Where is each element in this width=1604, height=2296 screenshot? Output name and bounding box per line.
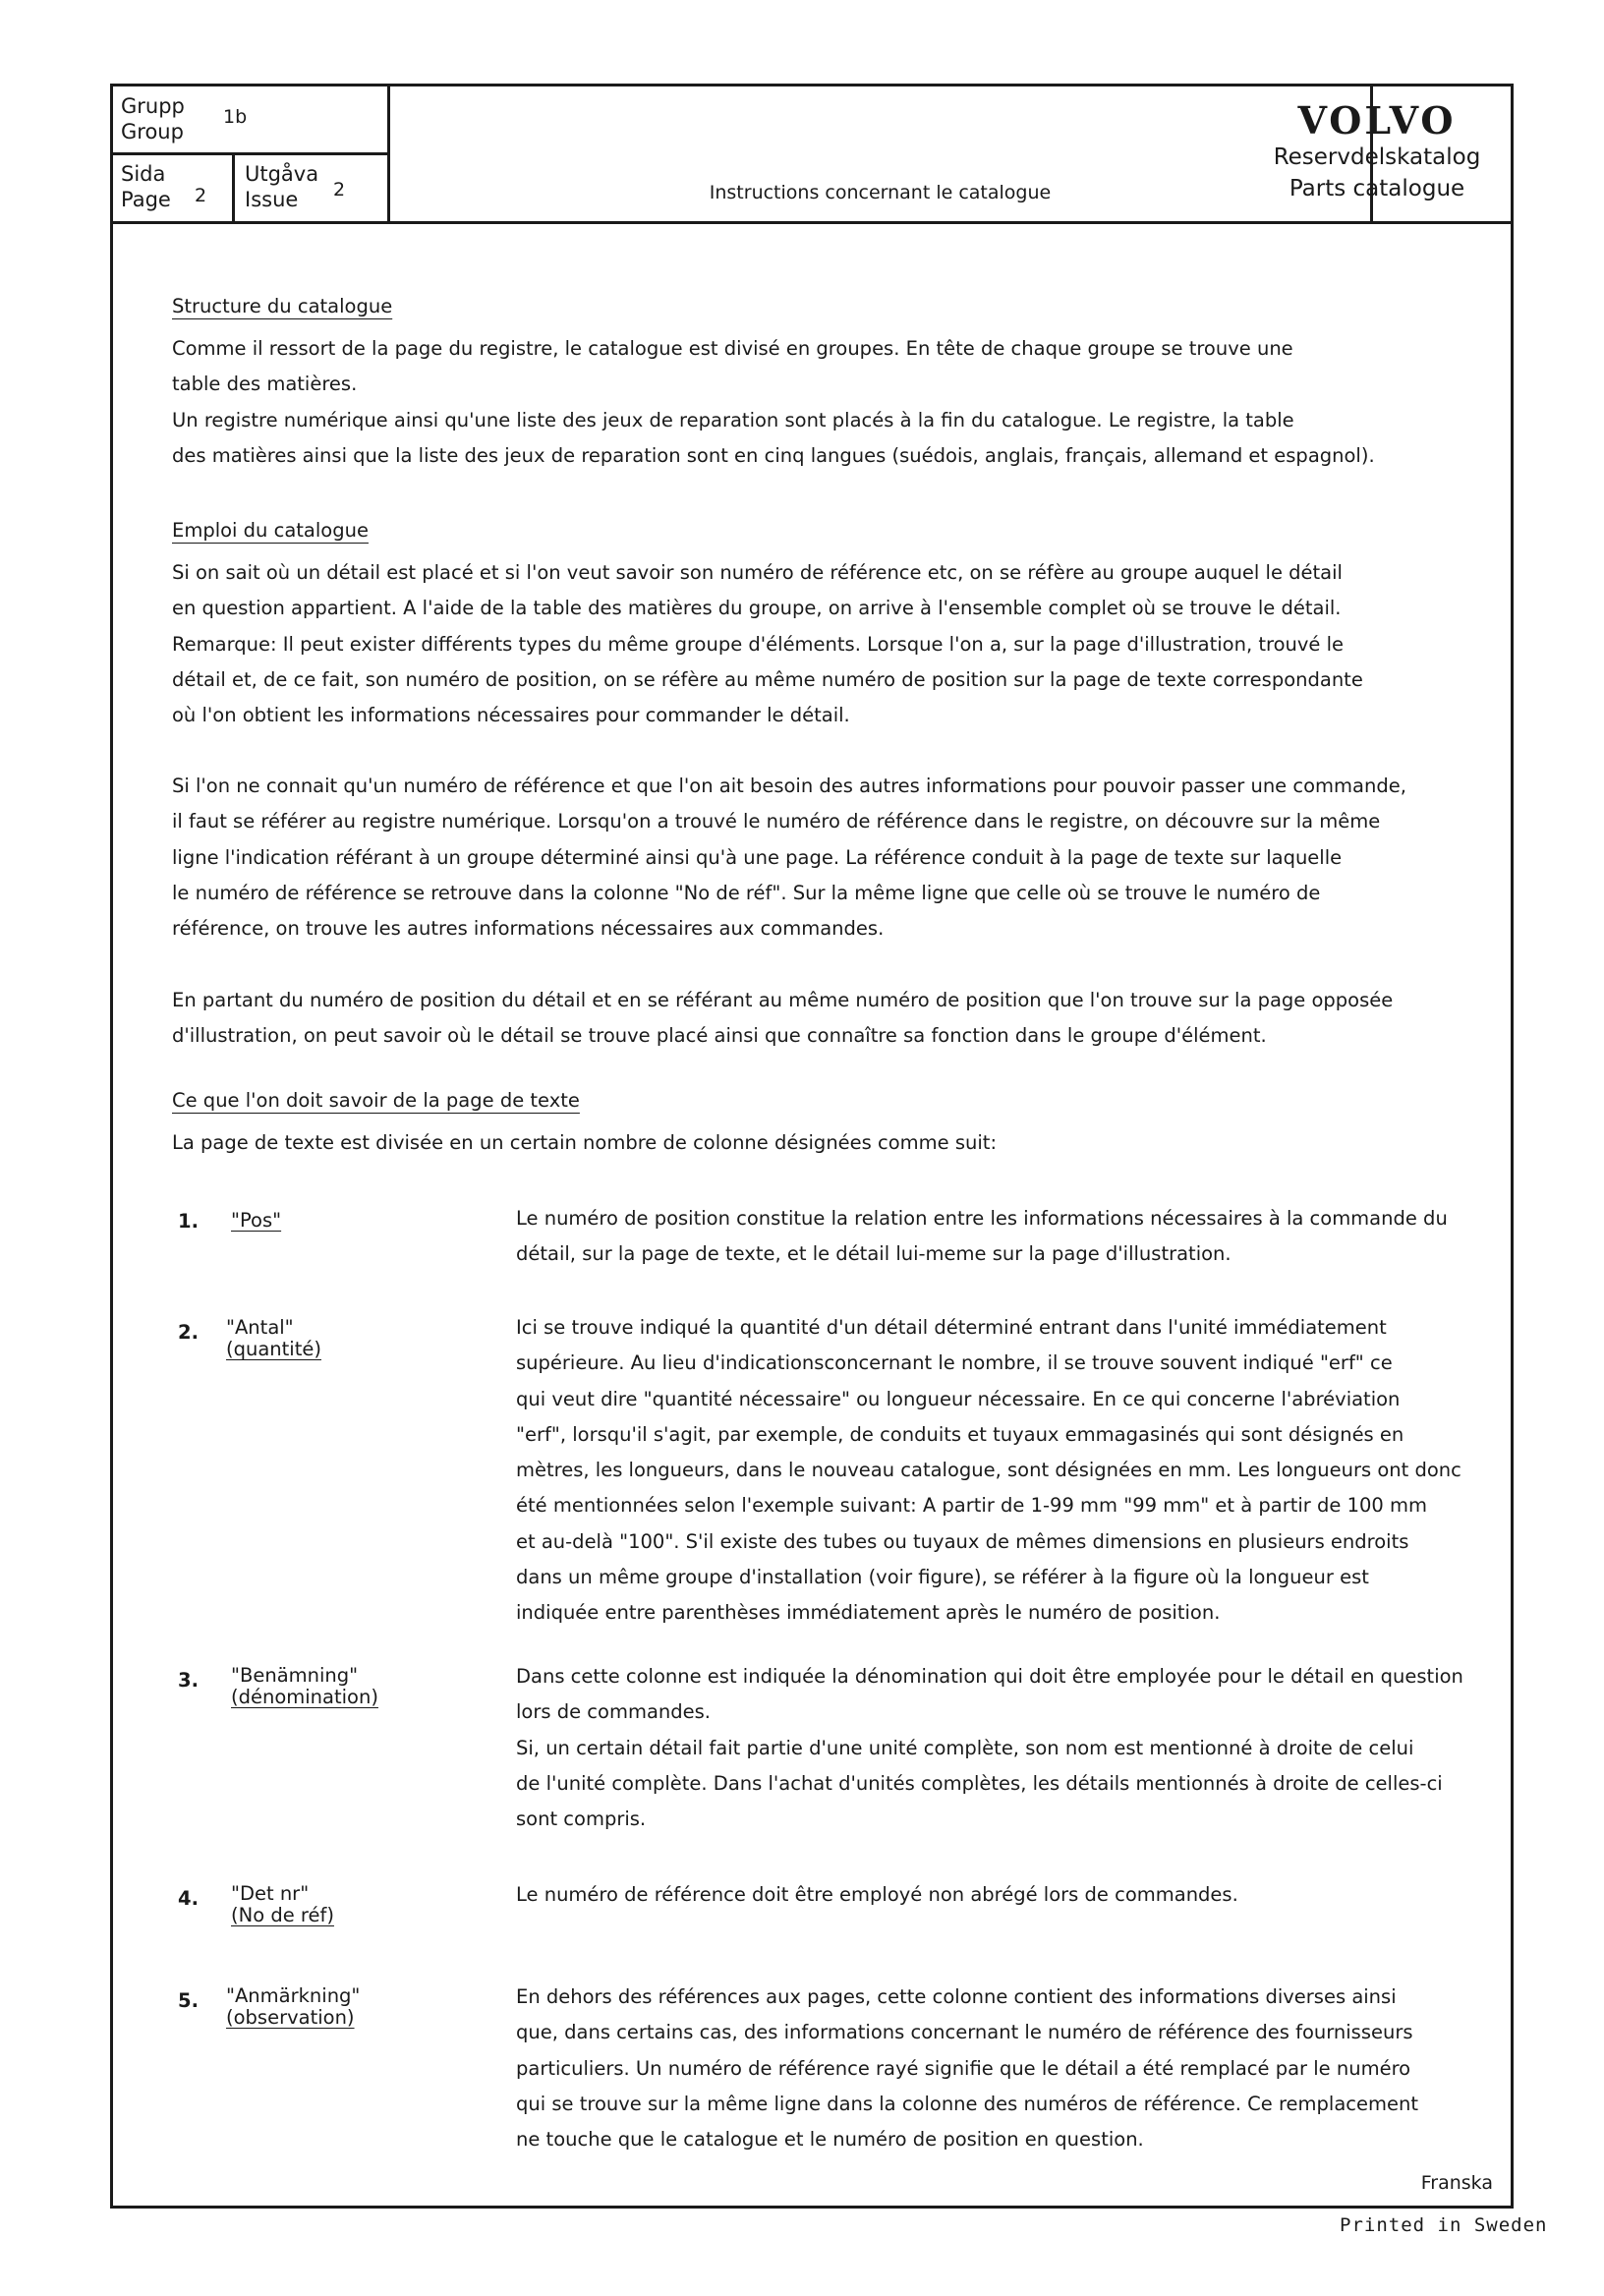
item-label-sub: (dénomination) [231, 1686, 378, 1708]
group-cell [113, 86, 390, 155]
issue-value: 2 [333, 179, 346, 201]
page-label-en: Page [121, 188, 171, 211]
usage-line: ligne l'indication référant à un groupe déterminé ainsi qu'à une page. La référence conduit à la page de texte sur laquelle [172, 845, 1343, 869]
structure-line: Un registre numérique ainsi qu'une liste des jeux de reparation sont placés à la fin du catalogue. Le registre, la table [172, 408, 1294, 431]
issue-label-en: Issue [245, 188, 299, 211]
usage-line: il faut se référer au registre numérique. Lorsqu'on a trouvé le numéro de référence dans le registre, on découvre sur la même [172, 810, 1381, 833]
printed-in-label: Printed in Sweden [1340, 2214, 1548, 2236]
item-description [516, 1201, 1509, 1273]
item-line: En dehors des références aux pages, cette colonne contient des informations diverses ainsi [516, 1985, 1397, 2008]
item-line: que, dans certains cas, des informations concernant le numéro de référence des fournisseurs [516, 2021, 1413, 2044]
item-line: Le numéro de position constitue la relation entre les informations nécessaires à la commande du [516, 1207, 1448, 1230]
issue-cell [235, 155, 390, 221]
text-page-intro-line: La page de texte est divisée en un certain nombre de colonne désignées comme suit: [172, 1131, 998, 1154]
structure-heading: Structure du catalogue [172, 295, 393, 317]
item-line: Ici se trouve indiqué la quantité d'un détail déterminé entrant dans l'unité immédiatement [516, 1316, 1387, 1339]
usage-line: où l'on obtient les informations nécessaires pour commander le détail. [172, 704, 850, 727]
usage-paragraph-3 [172, 983, 1469, 1055]
structure-line: Comme il ressort de la page du registre, le catalogue est divisé en groupes. En tête de chaque groupe se trouve une [172, 337, 1293, 360]
catalog-title-sv: Reservdelskatalog [1273, 144, 1481, 170]
item-label [231, 1665, 378, 1708]
usage-line: d'illustration, on peut savoir où le détail se trouve placé ainsi que connaître sa fonction dans le groupe d'élément. [172, 1024, 1267, 1048]
usage-line: référence, on trouve les autres informations nécessaires aux commandes. [172, 917, 885, 941]
item-line: qui veut dire "quantité nécessaire" ou longueur nécessaire. En ce qui concerne l'abréviation [516, 1387, 1401, 1410]
item-description [516, 1980, 1509, 2157]
structure-paragraph [172, 331, 1469, 474]
page-cell [113, 155, 235, 221]
group-label-sv: Grupp [121, 94, 185, 118]
item-label [226, 1985, 360, 2029]
group-label-en: Group [121, 120, 184, 144]
item-line: particuliers. Un numéro de référence rayé signifie que le détail a été remplacé par le numéro [516, 2056, 1411, 2080]
item-line: "erf", lorsqu'il s'agit, par exemple, de conduits et tuyaux emmagasinés qui sont désignés en [516, 1422, 1404, 1446]
item-number: 5. [178, 1989, 199, 2012]
item-label-main: "Pos" [231, 1209, 282, 1232]
text-page-heading: Ce que l'on doit savoir de la page de texte [172, 1089, 580, 1112]
item-label-main: "Anmärkning" [226, 1984, 361, 2007]
item-number: 1. [178, 1210, 199, 1233]
usage-paragraph-1 [172, 555, 1469, 733]
item-label-sub: (observation) [226, 2006, 355, 2029]
item-line: mètres, les longueurs, dans le nouveau catalogue, sont désignées en mm. Les longueurs ont donc [516, 1459, 1461, 1482]
item-label [231, 1883, 334, 1926]
text-page-intro [172, 1125, 1469, 1161]
item-label [226, 1317, 321, 1360]
item-description [516, 1310, 1509, 1632]
item-line: qui se trouve sur la même ligne dans la colonne des numéros de référence. Ce remplacement [516, 2092, 1418, 2115]
item-label-sub: (quantité) [226, 1338, 321, 1360]
item-description [516, 1877, 1509, 1913]
item-number: 4. [178, 1887, 199, 1910]
usage-paragraph-2 [172, 769, 1469, 947]
item-line: été mentionnées selon l'exemple suivant: A partir de 1-99 mm "99 mm" et à partir de 100 mm [516, 1494, 1427, 1518]
item-line: Dans cette colonne est indiquée la dénomination qui doit être employée pour le détail en question [516, 1665, 1463, 1688]
item-line: lors de commandes. [516, 1700, 711, 1724]
issue-label-sv: Utgåva [245, 162, 319, 186]
item-label [231, 1210, 281, 1232]
usage-line: Si on sait où un détail est placé et si l'on veut savoir son numéro de référence etc, on se réfère au groupe auquel le détail [172, 561, 1343, 584]
item-number: 3. [178, 1669, 199, 1692]
header-table [113, 86, 1511, 224]
item-label-main: "Antal" [226, 1316, 294, 1339]
item-number: 2. [178, 1321, 199, 1344]
item-line: Le numéro de référence doit être employé non abrégé lors de commandes. [516, 1883, 1238, 1906]
group-value: 1b [223, 106, 248, 128]
usage-line: En partant du numéro de position du détail et en se référant au même numéro de position que l'on trouve sur la page opposée [172, 989, 1394, 1011]
title-cell [390, 86, 1373, 221]
item-line: de l'unité complète. Dans l'achat d'unités complètes, les détails mentionnés à droite de celles-ci [516, 1771, 1443, 1795]
item-line: détail, sur la page de texte, et le détail lui-meme sur la page d'illustration. [516, 1242, 1232, 1266]
item-description [516, 1659, 1509, 1837]
item-line: Si, un certain détail fait partie d'une unité complète, son nom est mentionné à droite de celui [516, 1736, 1414, 1759]
item-label-sub: (No de réf) [231, 1904, 334, 1926]
item-line: et au-delà "100". S'il existe des tubes ou tuyaux de mêmes dimensions en plusieurs endroits [516, 1529, 1409, 1553]
catalog-title-en: Parts catalogue [1289, 176, 1465, 201]
usage-line: Si l'on ne connait qu'un numéro de référence et que l'on ait besoin des autres informations pour pouvoir passer une commande, [172, 775, 1406, 797]
document-title: Instructions concernant le catalogue [709, 182, 1052, 203]
page-value: 2 [195, 185, 207, 206]
usage-line: en question appartient. A l'aide de la table des matières du groupe, on arrive à l'ensemble complet où se trouve le détail. [172, 597, 1342, 620]
structure-line: des matières ainsi que la liste des jeux de reparation sont en cinq langues (suédois, anglais, français, allemand et espagnol). [172, 443, 1375, 467]
page-label-sv: Sida [121, 162, 166, 186]
volvo-logo: VOLVO [1297, 98, 1457, 143]
item-label-main: "Benämning" [231, 1664, 359, 1687]
page-frame [110, 84, 1514, 2209]
item-label-main: "Det nr" [231, 1882, 310, 1905]
usage-heading: Emploi du catalogue [172, 519, 369, 542]
language-label: Franska [1420, 2172, 1493, 2194]
item-line: dans un même groupe d'installation (voir figure), se référer à la figure où la longueur est [516, 1566, 1369, 1589]
usage-line: le numéro de référence se retrouve dans la colonne "No de réf". Sur la même ligne que celle où se trouve le numéro de [172, 881, 1321, 904]
item-line: sont compris. [516, 1808, 647, 1831]
usage-line: détail et, de ce fait, son numéro de position, on se réfère au même numéro de position sur la page de texte correspondante [172, 667, 1363, 691]
item-line: supérieure. Au lieu d'indicationsconcernant le nombre, il se trouve souvent indiqué "erf" ce [516, 1351, 1393, 1375]
item-line: ne touche que le catalogue et le numéro de position en question. [516, 2128, 1144, 2152]
item-line: indiquée entre parenthèses immédiatement après le numéro de position. [516, 1601, 1221, 1625]
brand-cell [1240, 86, 1514, 221]
usage-line: Remarque: Il peut exister différents types du même groupe d'éléments. Lorsque l'on a, sur la page d'illustration, trouvé le [172, 632, 1345, 656]
structure-line: table des matières. [172, 373, 358, 396]
